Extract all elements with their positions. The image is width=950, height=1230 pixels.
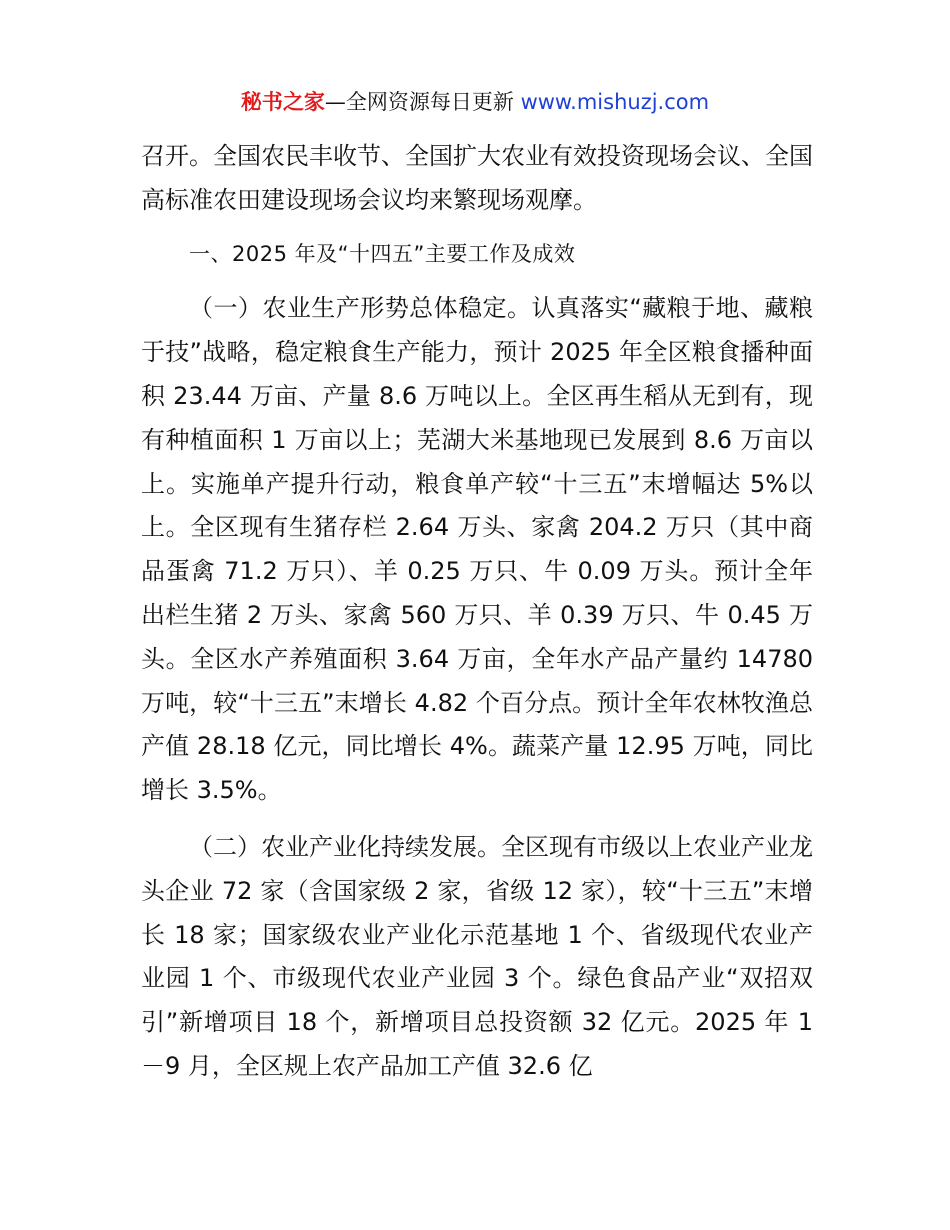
section-heading: 一、2025 年及“十四五”主要工作及成效	[189, 241, 576, 266]
paragraph-agricultural-industrialization: （二）农业产业化持续发展。全区现有市级以上农业产业龙头企业 72 家（含国家级 2 家，省级 12 家），较“十三五”末增长 18 家；国家级农业产业化示范基地 1 个、省级现代农业产业园 1 个、市级现代农业产业园 3 个。绿色食品产业“双招双引”新增项目 18 个，新增项目总投资额 32 亿元。2025 年 1－9 月，全区规上农产品加工产值 32.6 亿	[141, 832, 813, 1080]
paragraph-continued: 召开。全国农民丰收节、全国扩大农业有效投资现场会议、全国高标准农田建设现场会议均来繁现场观摩。	[141, 142, 813, 214]
site-url-link[interactable]: www.mishuzj.com	[520, 90, 710, 114]
site-header	[0, 86, 950, 118]
paragraph-agricultural-production: （一）农业生产形势总体稳定。认真落实“藏粮于地、藏粮于技”战略，稳定粮食生产能力，预计 2025 年全区粮食播种面积 23.44 万亩、产量 8.6 万吨以上。全区再生稻从无到有，现有种植面积 1 万亩以上；芜湖大米基地现已发展到 8.6 万亩以上。实施单产提升行动，粮食单产较“十三五”末增幅达 5%以上。全区现有生猪存栏 2.64 万头、家禽 204.2 万只（其中商品蛋禽 71.2 万只）、羊 0.25 万只、牛 0.09 万头。预计全年出栏生猪 2 万头、家禽 560 万只、羊 0.39 万只、牛 0.45 万头。全区水产养殖面积 3.64 万亩，全年水产品产量约 14780 万吨，较“十三五”末增长 4.82 个百分点。预计全年农林牧渔总产值 28.18 亿元，同比增长 4%。蔬菜产量 12.95 万吨，同比增长 3.5%。	[141, 294, 813, 805]
brand-name: 秘书之家	[240, 90, 325, 114]
document-body	[141, 135, 813, 1089]
header-slogan: —全网资源每日更新	[324, 90, 514, 114]
